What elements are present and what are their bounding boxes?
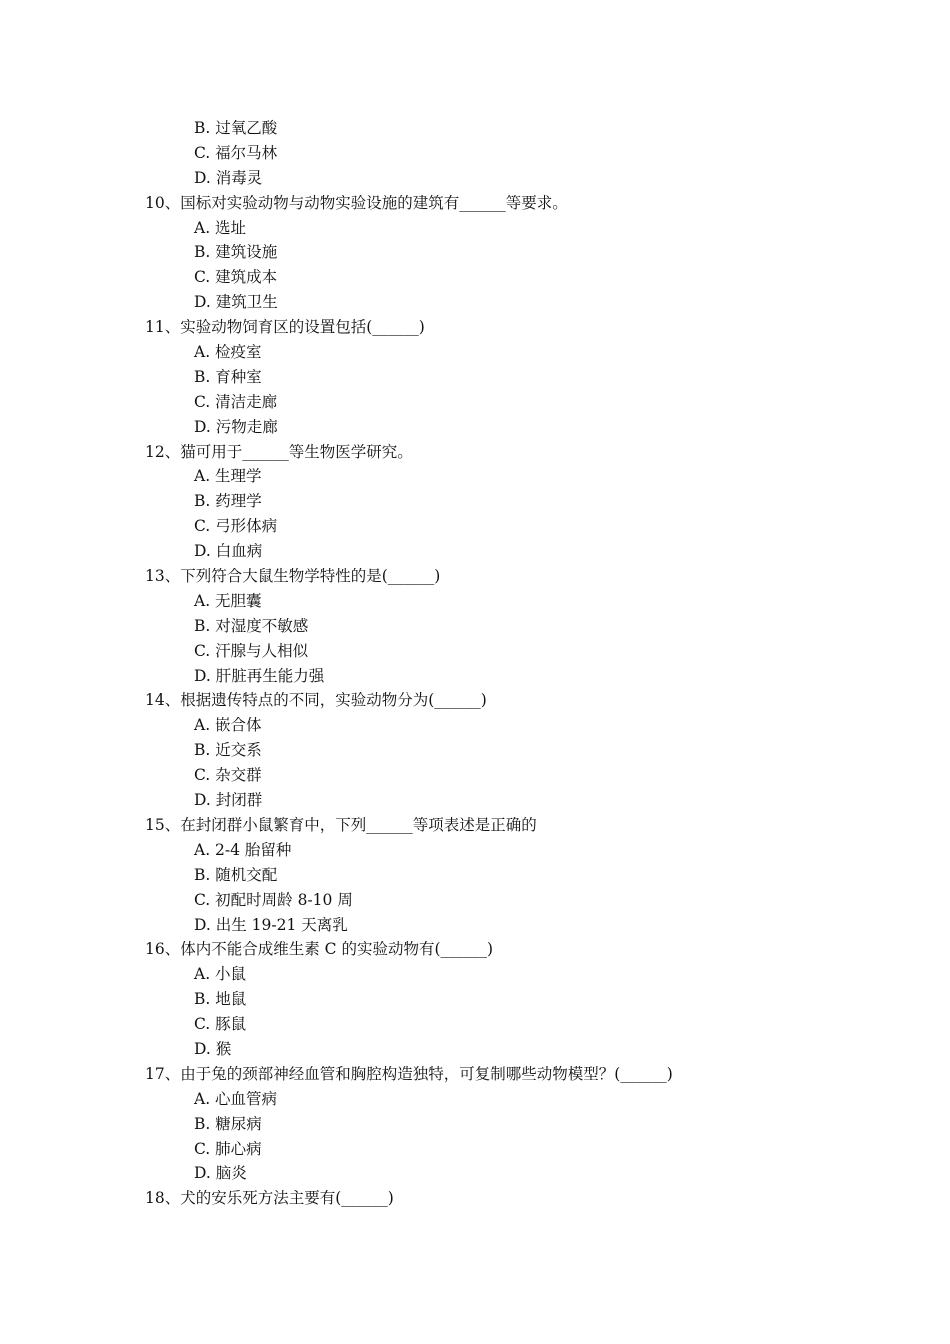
- option-line: A. 检疫室: [194, 343, 262, 362]
- question-line: 18、犬的安乐死方法主要有(______): [145, 1189, 394, 1208]
- option-line: B. 糖尿病: [194, 1114, 262, 1133]
- option-line: D. 出生 19-21 天离乳: [194, 915, 348, 934]
- question-line: 13、下列符合大鼠生物学特性的是(______): [145, 567, 441, 586]
- option-line: B. 药理学: [194, 492, 262, 511]
- option-line: B. 近交系: [194, 741, 262, 760]
- option-line: C. 弓形体病: [194, 517, 278, 536]
- option-line: B. 对湿度不敏感: [194, 616, 309, 635]
- option-line: D. 污物走廊: [194, 417, 278, 436]
- question-line: 10、国标对实验动物与动物实验设施的建筑有______等要求。: [145, 193, 568, 212]
- question-line: 11、实验动物饲育区的设置包括(______): [145, 318, 425, 337]
- question-line: 15、在封闭群小鼠繁育中，下列______等项表述是正确的: [145, 815, 537, 834]
- option-line: A. 心血管病: [194, 1089, 278, 1108]
- option-line: C. 福尔马林: [194, 143, 278, 162]
- option-line: C. 肺心病: [194, 1139, 262, 1158]
- option-line: B. 过氧乙酸: [194, 119, 278, 137]
- option-line: C. 清洁走廊: [194, 392, 278, 411]
- option-line: B. 随机交配: [194, 865, 278, 884]
- document-page: [0, 116, 950, 1211]
- option-line: D. 脑炎: [194, 1164, 247, 1183]
- option-line: B. 建筑设施: [194, 243, 278, 262]
- option-line: C. 初配时周龄 8-10 周: [194, 890, 353, 909]
- option-line: A. 2-4 胎留种: [194, 840, 292, 859]
- option-line: D. 建筑卫生: [194, 293, 278, 312]
- option-line: A. 选址: [194, 218, 247, 237]
- option-line: D. 白血病: [194, 542, 263, 561]
- option-line: D. 封闭群: [194, 791, 263, 810]
- option-line: A. 嵌合体: [194, 716, 262, 735]
- option-line: D. 肝脏再生能力强: [194, 666, 325, 685]
- question-line: 16、体内不能合成维生素 C 的实验动物有(______): [145, 940, 494, 959]
- question-line: 14、根据遗传特点的不同，实验动物分为(______): [145, 691, 487, 710]
- option-line: B. 育种室: [194, 367, 262, 386]
- option-line: A. 小鼠: [194, 965, 247, 984]
- question-line: 12、猫可用于______等生物医学研究。: [145, 442, 413, 461]
- option-line: C. 豚鼠: [194, 1015, 247, 1034]
- option-line: D. 猴: [194, 1039, 232, 1058]
- option-line: C. 汗腺与人相似: [194, 641, 309, 660]
- option-line: B. 地鼠: [194, 990, 247, 1009]
- option-line: A. 生理学: [194, 467, 262, 486]
- option-line: C. 建筑成本: [194, 268, 278, 287]
- option-line: A. 无胆囊: [194, 591, 262, 610]
- question-line: 17、由于兔的颈部神经血管和胸腔构造独特，可复制哪些动物模型？(______): [145, 1064, 673, 1083]
- option-line: D. 消毒灵: [194, 168, 263, 187]
- option-line: C. 杂交群: [194, 766, 262, 785]
